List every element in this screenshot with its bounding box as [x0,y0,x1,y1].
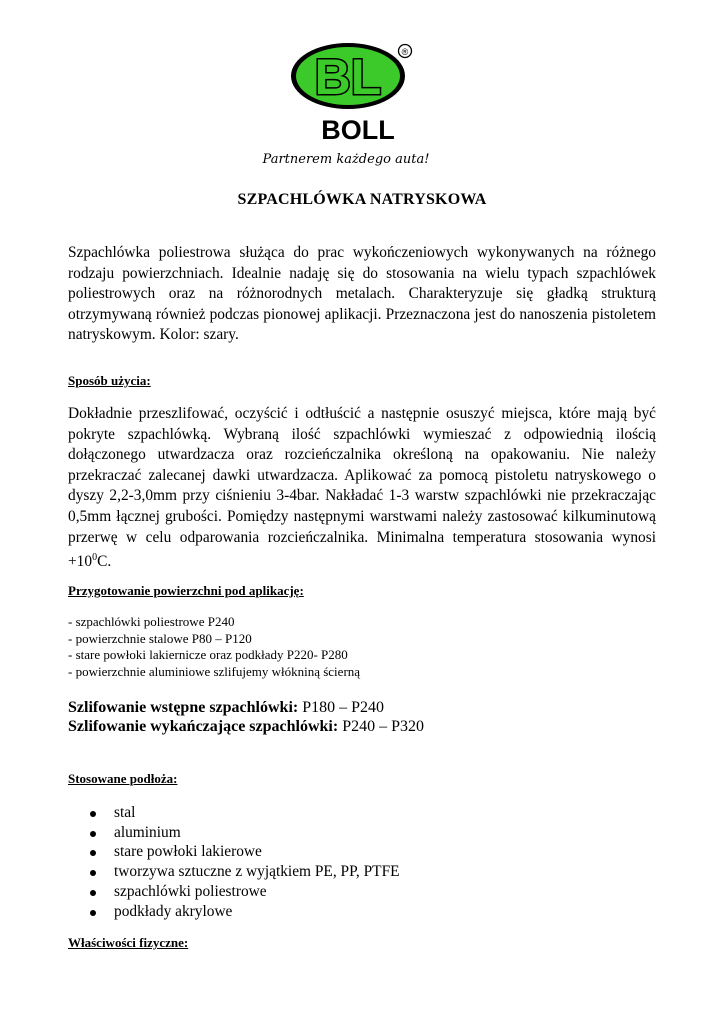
logo-slogan: Partnerem każdego auta! [262,152,430,167]
list-item: - powierzchnie aluminiowe szlifujemy włókniną ścierną [68,663,361,679]
sanding-finishing [68,717,424,736]
logo-mark: BL [314,49,382,105]
usage-text: Dokładnie przeszlifować, oczyścić i odtłuścić a następnie osuszyć miejsca, które mają być pokryte szpachlówką. Wybraną ilość szpachlówki wymieszać z odpowiednią ilością dołączonego utwardzacza oraz rozcieńczalnika określoną na opakowaniu. Nie należy przekraczać zalecanej dawki utwardzacza. Aplikować za pomocą pistoletu natryskowego o dyszy 2,2-3,0mm przy ciśnieniu 3-4bar. Nakładać 1-3 warstw szpachlówki nie przekraczając 0,5mm łącznej grubości. Pomiędzy następnymi warstwami należy zastosować kilkuminutową przerwę w celu odparowania rozcieńczalnika. Minimalna temperatura stosowania wynosi +10 [68,405,656,571]
sanding-initial [68,698,424,717]
list-item: - stare powłoki lakiernicze oraz podkłady P220- P280 [68,647,348,662]
list-item [68,862,400,882]
boll-logo-graphic [250,38,470,173]
bullet-icon [90,811,96,817]
boll-logo [250,38,470,173]
sanding-info [68,698,424,736]
usage-heading: Sposób użycia: [68,373,151,388]
bullet-icon [90,850,96,856]
usage-paragraph [68,404,656,573]
list-item-label: aluminium [114,823,181,841]
sanding-finishing-value: P240 – P320 [338,718,424,735]
sanding-finishing-label: Szlifowanie wykańczające szpachlówki: [68,718,339,735]
substrates-heading: Stosowane podłoża: [68,771,178,786]
usage-text-end: C. [97,553,112,571]
intro-paragraph: Szpachlówka poliestrowa służąca do prac wykończeniowych wykonywanych na różnego rodzaju powierzchniach. Idealnie nadaję się do stosowania na wielu typach szpachlówek poliestrowych oraz na różnorodnych metalach. Charakteryzuje się gładką strukturą otrzymywaną również podczas pionowej aplikacji. Przeznaczona jest do nanoszenia pistoletem natryskowym. Kolor: szary. [68,244,656,344]
preparation-heading: Przygotowanie powierzchni pod aplikację: [68,583,304,598]
bullet-icon [90,910,96,916]
list-item-label: tworzywa sztuczne z wyjątkiem PE, PP, PTFE [114,863,400,881]
list-item [68,823,400,843]
list-item: - powierzchnie stalowe P80 – P120 [68,630,252,646]
page-title: SZPACHLÓWKA NATRYSKOWA [237,191,487,208]
list-item [68,842,400,862]
list-item: - szpachlówki poliestrowe P240 [68,614,235,629]
bullet-icon [90,870,96,876]
list-item [68,803,400,823]
list-item-label: stal [114,804,136,821]
usage-superscript: 0 [92,552,98,564]
registered-mark: ® [401,47,409,57]
preparation-list [68,614,360,680]
list-item [68,902,400,922]
list-item-label: szpachlówki poliestrowe [114,882,267,900]
logo-brand: BOLL [321,115,395,145]
substrates-list [68,803,400,921]
sanding-initial-label: Szlifowanie wstępne szpachlówki: [68,699,299,716]
physical-heading: Właściwości fizyczne: [68,935,189,950]
list-item-label: podkłady akrylowe [114,902,233,920]
sanding-initial-value: P180 – P240 [298,699,385,716]
bullet-icon [90,890,96,896]
bullet-icon [90,831,96,837]
list-item [68,882,400,902]
list-item-label: stare powłoki lakierowe [114,843,262,861]
